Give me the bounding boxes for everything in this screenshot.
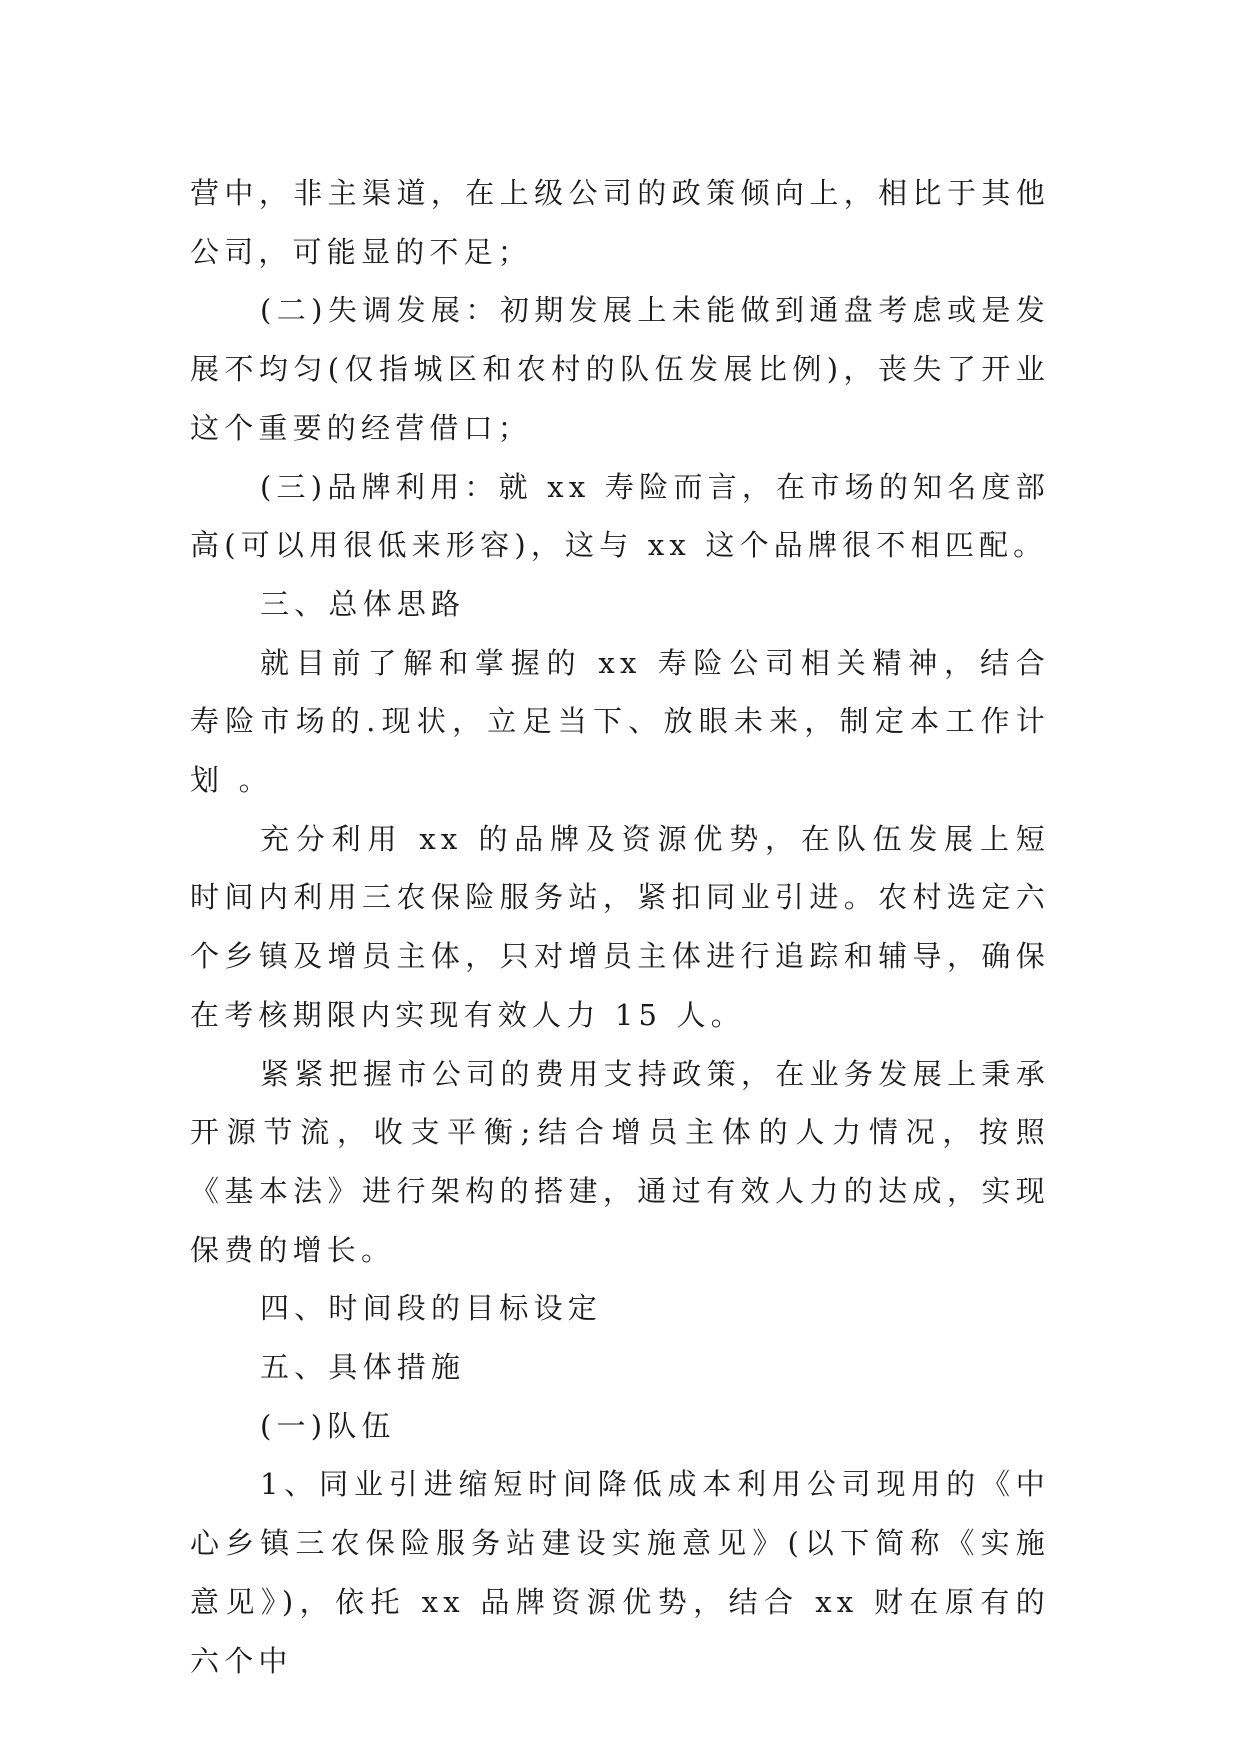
subsection-heading-team: (一)队伍 xyxy=(260,1408,396,1443)
paragraph-cost-policy: 紧紧把握市公司的费用支持政策，在业务发展上秉承开源节流，收支平衡;结合增员主体的人力情况，按照《基本法》进行架构的搭建，通过有效人力的达成，实现保费的增长。 xyxy=(190,1056,1050,1267)
paragraph-team-development: 充分利用 xx 的品牌及资源优势，在队伍发展上短时间内利用三农保险服务站，紧扣同业引进。农村选定六个乡镇及增员主体，只对增员主体进行追踪和辅导，确保在考核期限内实现有效人力 15 人。 xyxy=(190,821,1050,1032)
section-heading-period-targets: 四、时间段的目标设定 xyxy=(260,1291,603,1326)
paragraph-imbalanced-development: (二)失调发展：初期发展上未能做到通盘考虑或是发展不均匀(仅指城区和农村的队伍发展比例)，丧失了开业这个重要的经营借口； xyxy=(190,293,1050,445)
document-body xyxy=(190,164,1050,1690)
section-heading-measures: 五、具体措施 xyxy=(260,1350,466,1385)
paragraph-brand-use: (三)品牌利用：就 xx 寿险而言，在市场的知名度部高(可以用很低来形容)，这与 xx 这个品牌很不相匹配。 xyxy=(190,469,1050,563)
paragraph-plan-basis: 就目前了解和掌握的 xx 寿险公司相关精神，结合寿险市场的.现状，立足当下、放眼未来，制定本工作计划 。 xyxy=(190,645,1050,798)
paragraph-industry-recruitment: 1、同业引进缩短时间降低成本利用公司现用的《中心乡镇三农保险服务站建设实施意见》(以下简称《实施意见》)，依托 xx 品牌资源优势，结合 xx 财在原有的六个中 xyxy=(190,1467,1050,1678)
paragraph-continuation: 营中，非主渠道，在上级公司的政策倾向上，相比于其他公司，可能显的不足； xyxy=(190,176,1050,269)
section-heading-overall-approach: 三、总体思路 xyxy=(260,586,466,621)
